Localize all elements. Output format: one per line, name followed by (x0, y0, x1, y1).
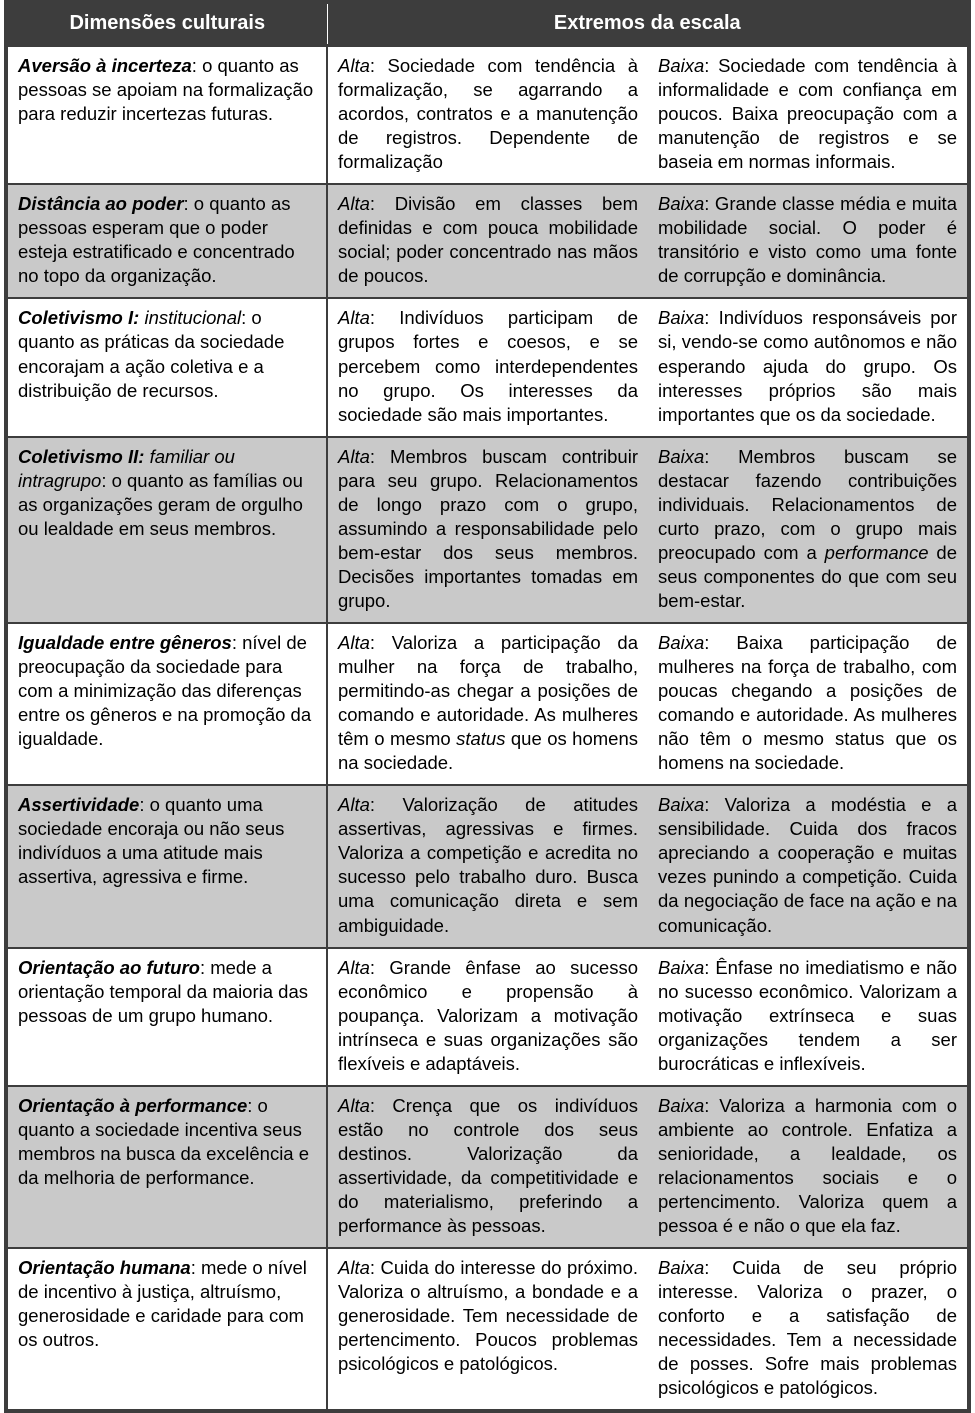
cell-text: Alta: Membros buscam contribuir para seu grupo. Relacionamentos de longo prazo com o grupo, assumindo a responsabilidade pelo bem-estar dos seus membros. Decisões importantes tomadas em grupo. (338, 445, 638, 611)
cell-dimension: Orientação humana: mede o nível de incentivo à justiça, altruísmo, generosidade e caridade para com os outros. (6, 1248, 327, 1411)
cell-high-extreme (327, 623, 648, 785)
cell-low-extreme (648, 1086, 969, 1248)
table-row (6, 46, 969, 185)
dimension-term: Orientação à performance (18, 1094, 248, 1116)
dimension-term: Assertividade (18, 794, 140, 816)
scale-label-low: Baixa (658, 55, 705, 76)
cell-text: Alta: Divisão em classes bem definidas e com pouca mobilidade social; poder concentrado nas mãos de poucos. (338, 193, 638, 287)
cell-text: Alta: Sociedade com tendência à formalização, se agarrando a acordos, contratos e a manutenção de registros. Dependente de formalização (338, 55, 638, 173)
cell-dimension: Distância ao poder: o quanto as pessoas esperam que o poder esteja estratificado e concentrado no topo da organização. (6, 184, 327, 298)
table-row (6, 1248, 969, 1411)
emphasised-term: status (456, 728, 506, 750)
scale-label-low: Baixa (658, 193, 705, 215)
scale-label-low: Baixa (658, 1257, 705, 1279)
scale-label-low: Baixa (658, 631, 705, 653)
cell-text: Alta: Cuida do interesse do próximo. Valoriza o altruísmo, a bondade e a generosidade. Tem necessidade de pertencimento. Poucos problemas psicológicos e patológicos. (338, 1257, 638, 1375)
cell-high-extreme (327, 298, 648, 436)
scale-label-low: Baixa (658, 794, 705, 816)
dimension-term: Igualdade entre gêneros (18, 631, 232, 653)
cell-low-extreme (648, 623, 969, 785)
scale-label-high: Alta (338, 55, 370, 76)
scale-label-high: Alta (338, 1257, 370, 1279)
column-header-dimensions: Dimensões culturais (6, 2, 327, 46)
cell-dimension: Orientação à performance: o quanto a sociedade incentiva seus membros na busca da excelência e da melhoria de performance. (6, 1086, 327, 1248)
cell-text: Alta: Grande ênfase ao sucesso econômico e propensão à poupança. Valorizam a motivação intrínseca e suas organizações são flexíveis e adaptáveis. (338, 956, 638, 1074)
cell-text: Alta: Valoriza a participação da mulher na força de trabalho, permitindo-as chegar a posições de comando e autoridade. As mulheres têm o mesmo status que os homens na sociedade. (338, 631, 638, 774)
cell-low-extreme (648, 184, 969, 298)
cell-high-extreme (327, 184, 648, 298)
table-row (6, 623, 969, 785)
cell-low-extreme (648, 298, 969, 436)
cell-low-extreme (648, 46, 969, 185)
cell-low-extreme (648, 437, 969, 623)
cell-high-extreme (327, 785, 648, 947)
scale-label-low: Baixa (658, 1094, 705, 1116)
dimension-term: Orientação ao futuro (18, 956, 200, 978)
cell-high-extreme (327, 46, 648, 185)
cell-high-extreme (327, 1086, 648, 1248)
table-header (6, 2, 969, 46)
cell-text: Alta: Indivíduos participam de grupos fortes e coesos, e se percebem como interdependentes no grupo. Os interesses da sociedade são mais importantes. (338, 307, 638, 425)
dimension-term: Orientação humana (18, 1257, 191, 1279)
header-row (6, 2, 969, 46)
cultural-dimensions-table (4, 0, 971, 1413)
cell-text: Baixa: Cuida de seu próprio interesse. Valoriza o prazer, o conforto e a satisfação de necessidades. Tem a necessidade de posses. Sofre mais problemas psicológicos e patológicos. (658, 1257, 957, 1399)
cell-text: Baixa: Valoriza a modéstia e a sensibilidade. Cuida dos fracos apreciando a cooperação e muitas vezes punindo a competição. Cuida da negociação de face na ação e na comunicação. (658, 794, 957, 936)
emphasised-term: performance (824, 541, 929, 563)
scale-label-high: Alta (338, 1094, 370, 1116)
cell-text: Alta: Crença que os indivíduos estão no controle dos seus destinos. Valorização da assertividade, da competitividade e do materialismo, preferindo a performance às pessoas. (338, 1094, 638, 1237)
table-row (6, 1086, 969, 1248)
scale-label-low: Baixa (658, 307, 705, 329)
cell-dimension: Aversão à incerteza: o quanto as pessoas se apoiam na formalização para reduzir incertezas futuras. (6, 46, 327, 185)
cell-low-extreme (648, 785, 969, 947)
table-row (6, 437, 969, 623)
column-header-extremes: Extremos da escala (327, 2, 969, 46)
cell-high-extreme (327, 1248, 648, 1411)
cell-text: Baixa: Baixa participação de mulheres na força de trabalho, com poucas chegando a posições de comando e autoridade. As mulheres não têm o mesmo status que os homens na sociedade. (658, 631, 957, 774)
table-row (6, 785, 969, 947)
scale-label-high: Alta (338, 956, 370, 978)
scale-label-low: Baixa (658, 445, 705, 467)
cell-dimension: Coletivismo II: familiar ou intragrupo: o quanto as famílias ou as organizações geram de orgulho ou lealdade em seus membros. (6, 437, 327, 623)
table-row (6, 948, 969, 1086)
cell-text: Baixa: Valoriza a harmonia com o ambiente ao controle. Enfatiza a senioridade, a lealdade, os relacionamentos sociais e o pertencimento. Valoriza quem a pessoa é e não o que ela faz. (658, 1094, 957, 1237)
cell-dimension: Orientação ao futuro: mede a orientação temporal da maioria das pessoas de um grupo humano. (6, 948, 327, 1086)
cell-text: Baixa: Grande classe média e muita mobilidade social. O poder é transitório e visto como uma fonte de corrupção e dominância. (658, 193, 957, 287)
table-body (6, 46, 969, 1412)
scale-label-high: Alta (338, 794, 370, 816)
cell-text: Baixa: Ênfase no imediatismo e não no sucesso econômico. Valorizam a motivação extrínseca e suas organizações tendem a ser burocráticas e inflexíveis. (658, 956, 957, 1074)
dimension-term: Aversão à incerteza (18, 55, 192, 76)
cell-low-extreme (648, 948, 969, 1086)
cell-low-extreme (648, 1248, 969, 1411)
cell-text: Baixa: Indivíduos responsáveis por si, vendo-se como autônomos e não esperando ajuda do grupo. Os interesses próprios são mais importantes que os da sociedade. (658, 307, 957, 425)
scale-label-high: Alta (338, 445, 370, 467)
scale-label-high: Alta (338, 193, 370, 215)
cell-text: Baixa: Sociedade com tendência à informalidade e com confiança em poucos. Baixa preocupação com a manutenção de registros e se baseia em normas informais. (658, 55, 957, 173)
scale-label-low: Baixa (658, 956, 705, 978)
cell-dimension: Igualdade entre gêneros: nível de preocupação da sociedade para com a minimização das diferenças entre os gêneros e na promoção da igualdade. (6, 623, 327, 785)
dimension-term: Coletivismo II: (18, 445, 145, 467)
cell-high-extreme (327, 437, 648, 623)
cell-dimension: Coletivismo I: institucional: o quanto as práticas da sociedade encorajam a ação coletiva e a distribuição de recursos. (6, 298, 327, 436)
table-row (6, 184, 969, 298)
table-row (6, 298, 969, 436)
dimension-term: Coletivismo I: (18, 307, 140, 329)
scale-label-high: Alta (338, 307, 370, 329)
cell-text: Baixa: Membros buscam se destacar fazendo contribuições individuais. Relacionamentos de curto prazo, com o grupo mais preocupado com a performance de seus componentes do que com seu bem-estar. (658, 445, 957, 611)
cell-high-extreme (327, 948, 648, 1086)
cell-text: Alta: Valorização de atitudes assertivas, agressivas e firmes. Valoriza a competição e acredita no sucesso pelo trabalho duro. Busca uma comunicação direta e sem ambiguidade. (338, 794, 638, 936)
cell-dimension: Assertividade: o quanto uma sociedade encoraja ou não seus indivíduos a uma atitude mais assertiva, agressiva e firme. (6, 785, 327, 947)
dimension-subterm: institucional (139, 307, 242, 329)
dimension-term: Distância ao poder (18, 193, 184, 215)
dimension-subterm: familiar ou intragrupo (18, 445, 235, 491)
scale-label-high: Alta (338, 631, 370, 653)
